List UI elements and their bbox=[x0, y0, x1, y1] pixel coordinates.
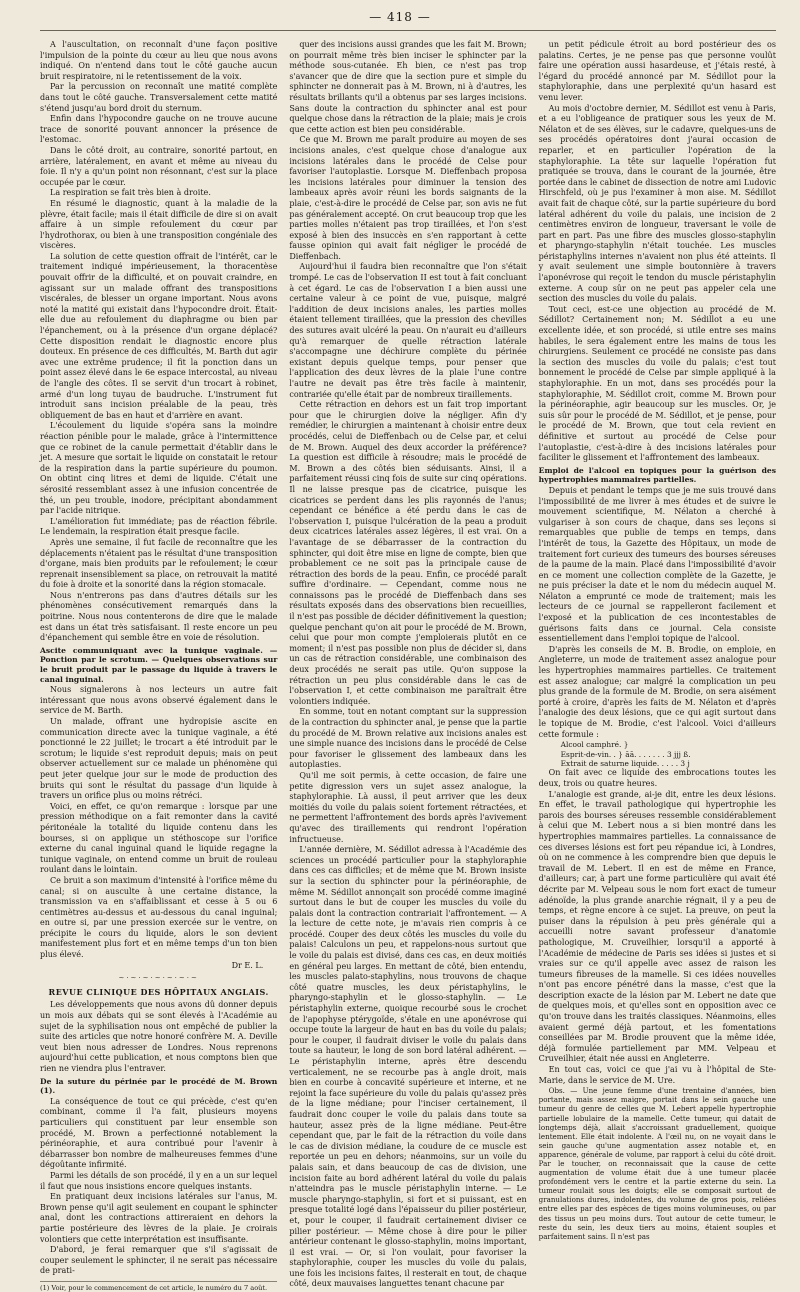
paragraph: Nous n'entrerons pas dans d'autres détails sur les phénomènes consécutivement remarqués dans la poitrine. Nous nous contenterons de dire que le malade est dans un état très satisfaisant. Il reste encore un peu d'épanchement qui semble être en voie de résolution. bbox=[40, 590, 278, 643]
paragraph: En somme, tout en notant comptant sur la suppression de la contraction du sphincter anal, je pense que la partie du procédé de M. Brown relative aux incisions anales est une simple nuance des incisions dans le procédé de Celse pour favoriser le glissement des lambeaux dans les autoplasties. bbox=[289, 707, 527, 770]
column-2 bbox=[289, 40, 526, 1292]
paragraph: Les développements que nous avons dû donner depuis un mois aux débats qui se sont élevés à l'Académie au sujet de la syphilisation nous ont empêché de publier la suite des articles que notre honoré confrère M. A. Deville veut bien nous adresser de Londres. Nous reprenons aujourd'hui cette publication, et nous comptons bien que rien ne viendra plus l'entraver. bbox=[40, 1000, 278, 1073]
paragraph: Qu'il me soit permis, à cette occasion, de faire une petite digression vers un sujet assez analogue, la staphyloraphie. Là aussi, il peut arriver que les deux moitiés du voile du palais soient fortement rétractées, et ne permettent l'affrontement des bords après l'avivement qu'avec des tiraillements qui rendront l'opération infructueuse. bbox=[289, 770, 527, 844]
paragraph: Depuis et pendant le temps que je me suis trouvé dans l'impossibilité de me livrer à mes études et de suivre le mouvement scientifique, M. Nélaton a cherché à vulgariser à son cours de chaque, dans ses leçons si remarquables que publie de temps en temps, dans l'intérêt de tous, la Gazette des Hôpitaux, un mode de traitement fort curieux des tumeurs des bourses séreuses de la paume de la main. Placé dans l'impossibilité d'avoir en ce moment une collection complète de la Gazette, je ne puis préciser la date et le nom du médecin auquel M. Nélaton a emprunté ce mode de traitement; mais les lecteurs de ce journal se rappelleront facilement et l'exposé et la publication de ces incontestables de guérisons faits dans ce journal. Cela consiste essentiellement dans l'emploi topique de l'alcool. bbox=[538, 485, 776, 644]
paragraph: L'écoulement du liquide s'opéra sans la moindre réaction pénible pour le malade, grâce à l'intermittence que ce robinet de la canule permettait d'établir dans le jet. A mesure que sortait le liquide on constatait le retour de la respiration dans la partie supérieure du poumon. On obtint cinq litres et demi de liquide. C'était une sérosité ressemblant assez à une infusion concentrée de thé, un peu trouble, inodore, précipitant abondamment par l'acide nitrique. bbox=[40, 421, 278, 516]
paragraph: Après une semaine, il fut facile de reconnaître que les déplacements n'étaient pas le résultat d'une transposition d'organe, mais bien produits par le refoulement; le cœur reprenait insensiblement sa place, on retrouvait la matité du foie à droite et la sonorité dans la région stomacale. bbox=[40, 537, 278, 590]
paragraph: L'analogie est grande, ai-je dit, entre les deux lésions. En effet, le travail pathologique qui hypertrophie les parois des bourses séreuses ressemble considérablement à celui que M. Lebert nous a si bien montré dans les hypertrophies mammaires partielles. La connaissance de ces diverses lésions est fort peu répandue ici, à Londres, où on ne commence à les comprendre bien que depuis le travail de M. Lebert. Il en est de même en France, d'ailleurs; car, à part une forme particulière qui avait été décrite par M. Velpeau sous le nom fort exact de tumeur adénoïde, la plus grande anarchie régnait, il y a peu de temps, et règne encore à ce sujet. La preuve, on peut la puiser dans la répulsion à peu près générale qui a accueilli notre savant professeur d'anatomie pathologique, M. Cruveilhier, lorsqu'il a apporté à l'Académie de médecine de Paris ses idées si justes et si vraies sur ce qu'il appelle avec assez de raison les tumeurs fibreuses de la mamelle. Si ces idées nouvelles n'ont pas encore pénétré dans la masse, c'est que la description exacte de la lésion par M. Lebert ne date que de quelques mois, et qu'elles sont en opposition avec ce qu'on trouve dans les traités classiques. Néanmoins, elles avaient germé déjà partout, et les fomentations conseillées par M. Brodie prouvent que la même idée, déjà formulée partiellement par MM. Velpeau et Cruveilhier, était née aussi en Angleterre. bbox=[538, 789, 776, 1064]
paragraph: Nous signalerons à nos lecteurs un autre fait intéressant que nous avons observé également dans le service de M. Barth. bbox=[40, 685, 278, 716]
paragraph: On fait avec ce liquide des embrocations toutes les deux, trois ou quatre heures. bbox=[538, 768, 776, 788]
article-heading: Emploi de l'alcool en topiques pour la guérison des hypertrophies mammaires partielles. bbox=[538, 465, 776, 485]
paragraph: Ce que M. Brown me paraît produire au moyen de ses incisions anales, c'est quelque chose d'analogue aux incisions latérales dans le procédé de Celse pour favoriser l'autoplastie. Lorsque M. Dieffenbach proposa les incisions latérales pour diminuer la tension des lambeaux après avoir réuni les bords saignants de la plaie, c'est-à-dire le procédé de Celse par, son avis ne fut pas généralement accepté. On crut beaucoup trop que les parties molles n'étaient pas trop tiraillées, et l'on s'est exposé à bien des insuccès en s'en rapportant à cette fausse opinion qui avait fait négliger le procédé de Dieffenbach. bbox=[289, 135, 527, 261]
paragraph: La solution de cette question offrait de l'intérêt, car le traitement indiqué impérieusement, la thoracentèse pouvait offrir de la difficulté, et on pouvait craindre, en agissant sur un malade offrant des transpositions viscérales, de blesser un organe important. Nous avons noté la matité qui existait dans l'hypocondre droit. Était-elle due au refoulement du diaphragme ou bien par l'épanchement, ou à la présence d'un organe déplacé? Cette disposition rendait le diagnostic encore plus douteux. En présence de ces difficultés, M. Barth dut agir avec une extrême prudence; il fit la ponction dans un point assez élevé dans le 6e espace intercostal, au niveau de l'angle des côtes. Il se servit d'un trocart à robinet, armé d'un long tuyau de baudruche. L'instrument fut introduit sans incision préalable de la peau, très obliquement de bas en haut et d'arrière en avant. bbox=[40, 251, 278, 420]
formula-line: Esprit-de-vin. . } āā. . . . . . . 3 jjj ß. bbox=[560, 749, 691, 759]
ornament-divider: ~·~·~·~·~·~·~ bbox=[118, 974, 199, 983]
paragraph: L'amélioration fut immédiate; pas de réaction fébrile. Le lendemain, la respiration était presque facile. bbox=[40, 516, 278, 537]
paragraph: La respiration se fait très bien à droite. bbox=[50, 188, 211, 198]
formula-line: Alcool camphré. } bbox=[560, 740, 629, 750]
paragraph: En pratiquant deux incisions latérales sur l'anus, M. Brown pense qu'il agit seulement en coupant le sphincter anal, dont les contractions attireraient en dehors la partie postérieure des lèvres de la plaie. Je croirais volontiers que cette interprétation est insuffisante. bbox=[40, 1192, 278, 1244]
paragraph: Tout ceci, est-ce une objection au procédé de M. Sédillot? Certainement non; M. Sédillot a eu une excellente idée, et son procédé, si utile entre ses mains habiles, le sera également entre les mains de tous les chirurgiens. Seulement ce procédé ne consiste pas dans la section des muscles du voile du palais; c'est tout bonnement le procédé de Celse par simple appliqué à la staphyloraphie. En un mot, dans ses procédés pour la staphyloraphie, M. Sédillot croit, comme M. Brown pour la périnéoraphie, agir beaucoup sur les muscles. Or, je suis sûr pour le procédé de M. Sédillot, et je pense, pour le procédé de M. Brown, que tout cela revient en définitive et surtout au procédé de Celse pour l'autoplastie, c'est-à-dire à des incisions latérales pour faciliter le glissement et l'affrontement des lambeaux. bbox=[538, 304, 776, 463]
paragraph: A l'auscultation, on reconnaît d'une façon positive l'impulsion de la pointe du cœur au lieu que nous avons indiqué. On n'entend dans tout le côté gauche aucun bruit respiratoire, ni le retentissement de la voix. bbox=[40, 40, 278, 81]
observation: Obs. — Une jeune femme d'une trentaine d'années, bien portante, mais assez maigre, portait dans le sein gauche une tumeur du genre de celles que M. Lebert appelle hypertrophie partielle lobulaire de la mamelle. Cette tumeur, qui datait de longtemps déjà, allait s'accroissant graduellement, quoique lentement. Elle était indolente. A l'œil nu, on ne voyait dans le sein gauche qu'une augmentation assez notable et, en apparence, générale de volume, par rapport à celui du côté droit. Par le toucher, on reconnaissait que la cause de cette augmentation de volume était due à une tumeur placée profondément vers le centre et la partie externe du sein. La tumeur roulait sous les doigts; elle se composait surtout de granulations dures, indolentes, du volume de gros pois, reliées entre elles par des espèces de tiges moins volumineuses, ou par des tissus un peu moins durs. Tout autour de cette tumeur, le reste du sein, les deux tiers au moins, étaient souples et parfaitement sains. Il n'est pas bbox=[538, 1086, 776, 1241]
paragraph: Enfin dans l'hypocondre gauche on ne trouve aucune trace de sonorité pouvant annoncer la présence de l'estomac. bbox=[40, 114, 278, 145]
paragraph: un petit pédicule étroit au bord postérieur des os palatins. Certes, je ne pense pas que personne voulût faire une opération aussi hasardeuse, et j'étais resté, à l'égard du procédé annoncé par M. Sédillot pour la staphyloraphie, dans une perplexité qu'un hasard est venu lever. bbox=[538, 40, 776, 102]
formula-line: Extrait de saturne liquide. . . . . 3 j bbox=[560, 759, 690, 768]
paragraph: Un malade, offrant une hydropisie ascite en communication directe avec la tunique vaginale, a été ponctionné le 22 juillet; le trocart a été introduit par le scrotum; le liquide s'est reproduit depuis; mais on peut observer actuellement sur ce malade un phénomène qui peut jeter quelque jour sur le mode de production des bruits qui sont le résultat du passage d'un liquide à travers un orifice plus ou moins rétréci. bbox=[40, 717, 278, 801]
column-3 bbox=[539, 40, 776, 1292]
header-rule bbox=[40, 30, 776, 31]
paragraph: En résumé le diagnostic, quant à la maladie de la plèvre, était facile; mais il était difficile de dire si on avait affaire à un simple refoulement du cœur par l'hydrothorax, ou bien à une transposition congéniale des viscères. bbox=[40, 198, 278, 251]
paragraph: Cette rétraction en dehors est un fait trop important pour que le chirurgien doive la négliger. Afin d'y remédier, le chirurgien a maintenant à choisir entre deux procédés, celui de Dieffenbach ou de Celse par, et celui de M. Brown. Auquel des deux accorder la préférence? La question est difficile à résoudre; mais le procédé de M. Brown a des côtés bien séduisants. Ainsi, il a parfaitement réussi cinq fois de suite sur cinq opérations. Il ne laisse presque pas de cicatrice, puisque les cicatrices se perdent dans les plis rayonnés de l'anus; cependant ce bénéfice a été perdu dans le cas de l'observation I, puisque l'ulcération de la peau a produit deux cicatrices latérales assez légères, il est vrai. On a l'avantage de se débarrasser de la contraction du sphincter, qui doit être mise en ligne de compte, bien que probablement ce ne soit pas la principale cause de rétraction des bords de la peau. Enfin, ce procédé paraît suffire d'ordinaire. — Cependant, comme nous ne connaissons pas le procédé de Dieffenbach dans ses résultats exposés dans des observations bien recueillies, il n'est pas possible de décider définitivement la question; quelque penchant qu'on ait pour le procédé de M. Brown, celui que pour mon compte j'emploierais plutôt en ce moment; il n'est pas possible non plus de décider si, dans un cas de rétraction considérable, une combinaison des deux procédés ne serait pas utile. Qu'on suppose la rétraction un peu plus considérable dans le cas de l'observation I, et cette combinaison me paraîtrait être volontiers indiquée. bbox=[289, 400, 527, 706]
paragraph: D'abord, je ferai remarquer que s'il s'agissait de couper seulement le sphincter, il ne serait pas nécessaire de prati- bbox=[40, 1245, 278, 1276]
signature: Dr E. L. bbox=[231, 960, 264, 970]
paragraph: quer des incisions aussi grandes que les fait M. Brown; on pourrait même très bien inciser le sphincter par la méthode sous-cutanée. Eh bien, ce n'est pas trop s'avancer que de dire que la section pure et simple du sphincter ne donnerait pas à M. Brown, ni à d'autres, les résultats brillants qu'il a obtenus par ses larges incisions. Sans doute la contraction du sphincter anal est pour quelque chose dans la rétraction de la plaie; mais je crois que cette action est bien peu considérable. bbox=[289, 40, 527, 134]
paragraph: En tout cas, voici ce que j'ai vu à l'hôpital de Ste-Marie, dans le service de M. Ure. bbox=[538, 1065, 776, 1085]
paragraph: D'après les conseils de M. B. Brodie, on emploie, en Angleterre, un mode de traitement assez analogue pour les hypertrophies mammaires partielles. Ce traitement est assez analogue; car malgré la complication un peu plus grande de la formule de M. Brodie, on sera aisément porté à croire, d'après les faits de M. Nélaton et d'après l'analogie des deux lésions, que ce qui agit surtout dans le topique de M. Brodie, c'est l'alcool. Voici d'ailleurs cette formule : bbox=[538, 644, 776, 739]
paragraph: Au mois d'octobre dernier, M. Sédillot est venu à Paris, et a eu l'obligeance de pratiquer sous les yeux de M. Nélaton et de ses élèves, sur le cadavre, quelques-uns de ses procédés opératoires dont j'aurai occasion de reparler, et en particulier l'opération de la staphyloraphie. La tête sur laquelle l'opération fut pratiquée se trouva, dans le courant de la journée, être portée dans le cabinet de dissection de notre ami Ludovic Hirschfeld, où je pus l'examiner à mon aise. M. Sédillot avait fait de chaque côté, sur la partie supérieure du bord latéral adhérent du voile du palais, une incision de 2 centimètres environ de longueur, traversant le voile de part en part. Pas une fibre des muscles glosso-staphylin et pharyngo-staphylin n'était touchée. Les muscles péristaphylins internes n'avaient non plus été atteints. Il y avait seulement une simple boutonnière à travers l'aponévrose qui reçoit le tendon du muscle péristaphylin externe. A coup sûr on ne peut pas appeler cela une section des muscles du voile du palais. bbox=[538, 103, 776, 304]
article-heading: Ascite communiquant avec la tunique vaginale. — Ponction par le scrotum. — Quelques observations sur le bruit produit par le passage du liquide à travers le canal inguinal. bbox=[40, 645, 278, 684]
paragraph: Parmi les détails de son procédé, il y en a un sur lequel il faut que nous insistions encore quelques instants. bbox=[40, 1170, 278, 1191]
footnote: (1) Voir, pour le commencement de cet article, le numéro du 7 août. bbox=[40, 1281, 277, 1292]
paragraph: Voici, en effet, ce qu'on remarque : lorsque par une pression méthodique on a fait remonter dans la cavité péritonéale la totalité du liquide contenu dans les bourses, si on applique un stéthoscope sur l'orifice externe du canal inguinal quand le liquide regagne la tunique vaginale, on entend comme un bruit de rouleau roulant dans le lointain. bbox=[40, 801, 278, 875]
text-columns bbox=[40, 40, 776, 1292]
paragraph: Par la percussion on reconnaît une matité complète dans tout le côté gauche. Transversalement cette matité s'étend jusqu'au bord droit du sternum. bbox=[40, 82, 278, 113]
paragraph: La conséquence de tout ce qui précède, c'est qu'en combinant, comme il l'a fait, plusieurs moyens particuliers qui constituent par leur ensemble son procédé, M. Brown a perfectionné notablement la périnéoraphie, et aura contribué pour l'avenir à débarrasser bon nombre de malheureuses femmes d'une dégoûtante infirmité. bbox=[40, 1096, 278, 1170]
paragraph: Aujourd'hui il faudra bien reconnaître que l'on s'était trompé. Le cas de l'observation II est tout à fait concluant à cet égard. Le cas de l'observation I a bien aussi une certaine valeur à ce point de vue, puisque, malgré l'addition de deux incisions anales, les parties molles étaient tellement tiraillées, que la pression des chevilles des sutures avait ulcéré la peau. On n'aurait eu d'ailleurs qu'à remarquer de quelle rétraction latérale s'accompagne une déchirure complète du périnée existant depuis quelque temps, pour penser que l'application des deux lèvres de la plaie l'une contre l'autre ne devait pas être très facile à maintenir, contrariée qu'elle était par de nombreux tiraillements. bbox=[289, 262, 527, 399]
column-1 bbox=[40, 40, 277, 1292]
paragraph: L'année dernière, M. Sédillot adressa à l'Académie des sciences un procédé particulier pour la staphyloraphie dans ces cas difficiles; et de même que M. Brown insiste sur la section du sphincter pour la périnéoraphie, de même M. Sédillot annonçait son procédé comme imaginé surtout dans le but de couper les muscles du voile du palais dont la contraction contrariait l'affrontement. — A la lecture de cette note, je m'avais rien compris à ce procédé. Couper des deux côtés les muscles du voile du palais! Calculons un peu, et rappelons-nous surtout que le voile du palais est divisé, dans ces cas, en deux moitiés en général peu larges. En mettant de côté, bien entendu, les muscles palato-staphylins, nous trouvons de chaque côté quatre muscles, les deux péristaphylins, le pharyngo-staphylin et le glosso-staphylin. — Le péristaphylin externe, quoique recourbé sous le crochet de l'apophyse ptérygoïde, s'étale en une aponévrose qui occupe toute la largeur de haut en bas du voile du palais; pour le couper, il faudrait diviser le voile du palais dans toute sa hauteur, le long de son bord latéral adhérent. — Le péristaphylin interne, après être descendu verticalement, ne se recourbe pas à angle droit, mais bien en courbe à concavité supérieure et interne, et ne rejoint la face supérieure du voile du palais qu'assez près de la ligne médiane; pour l'inciser certainement, il faudrait donc couper le voile du palais dans toute sa hauteur, assez près de la ligne médiane. Peut-être cependant que, par le fait de la rétraction du voile dans le cas de division médiane, la coudure de ce muscle est reportée un peu en dehors; néanmoins, sur un voile du palais sain, et dans beaucoup de cas de division, une incision faite au bord adhérent latéral du voile du palais n'atteindra pas le muscle péristaphylin interne. — Le muscle pharyngo-staphylin, si fort et si puissant, est en presque totalité logé dans l'épaisseur du pilier postérieur, et, pour le couper, il faudrait certainement diviser ce pilier postérieur. — Même chose à dire pour le pilier antérieur contenant le glosso-staphylin, moins important, il est vrai. — Or, si l'on voulait, pour favoriser la staphyloraphie, couper les muscles du voile du palais, une fois les incisions faites, il resterait en tout, de chaque côté, deux mauvaises languettes tenant chacune par bbox=[289, 845, 527, 1289]
paragraph: Ce bruit a son maximum d'intensité à l'orifice même du canal; si on ausculte à une certaine distance, la transmission va en s'affaiblissant et cesse à 5 ou 6 centimètres au-dessus et au-dessous du canal inguinal; en outre si, par une pression exercée sur le ventre, on précipite le cours du liquide, alors le son devient manifestement plus fort et en même temps d'un ton bien plus élevé. bbox=[40, 875, 278, 960]
section-title: REVUE CLINIQUE DES HÔPITAUX ANGLAIS. bbox=[48, 986, 269, 997]
page-number: — 418 — bbox=[369, 10, 431, 24]
paragraph: Dans le côté droit, au contraire, sonorité partout, en arrière, latéralement, en avant et même au niveau du foie. Il n'y a qu'un point non résonnant, c'est sur la place occupée par le cœur. bbox=[40, 145, 278, 187]
article-heading: De la suture du périnée par le procédé de M. Brown (1). bbox=[40, 1076, 278, 1096]
